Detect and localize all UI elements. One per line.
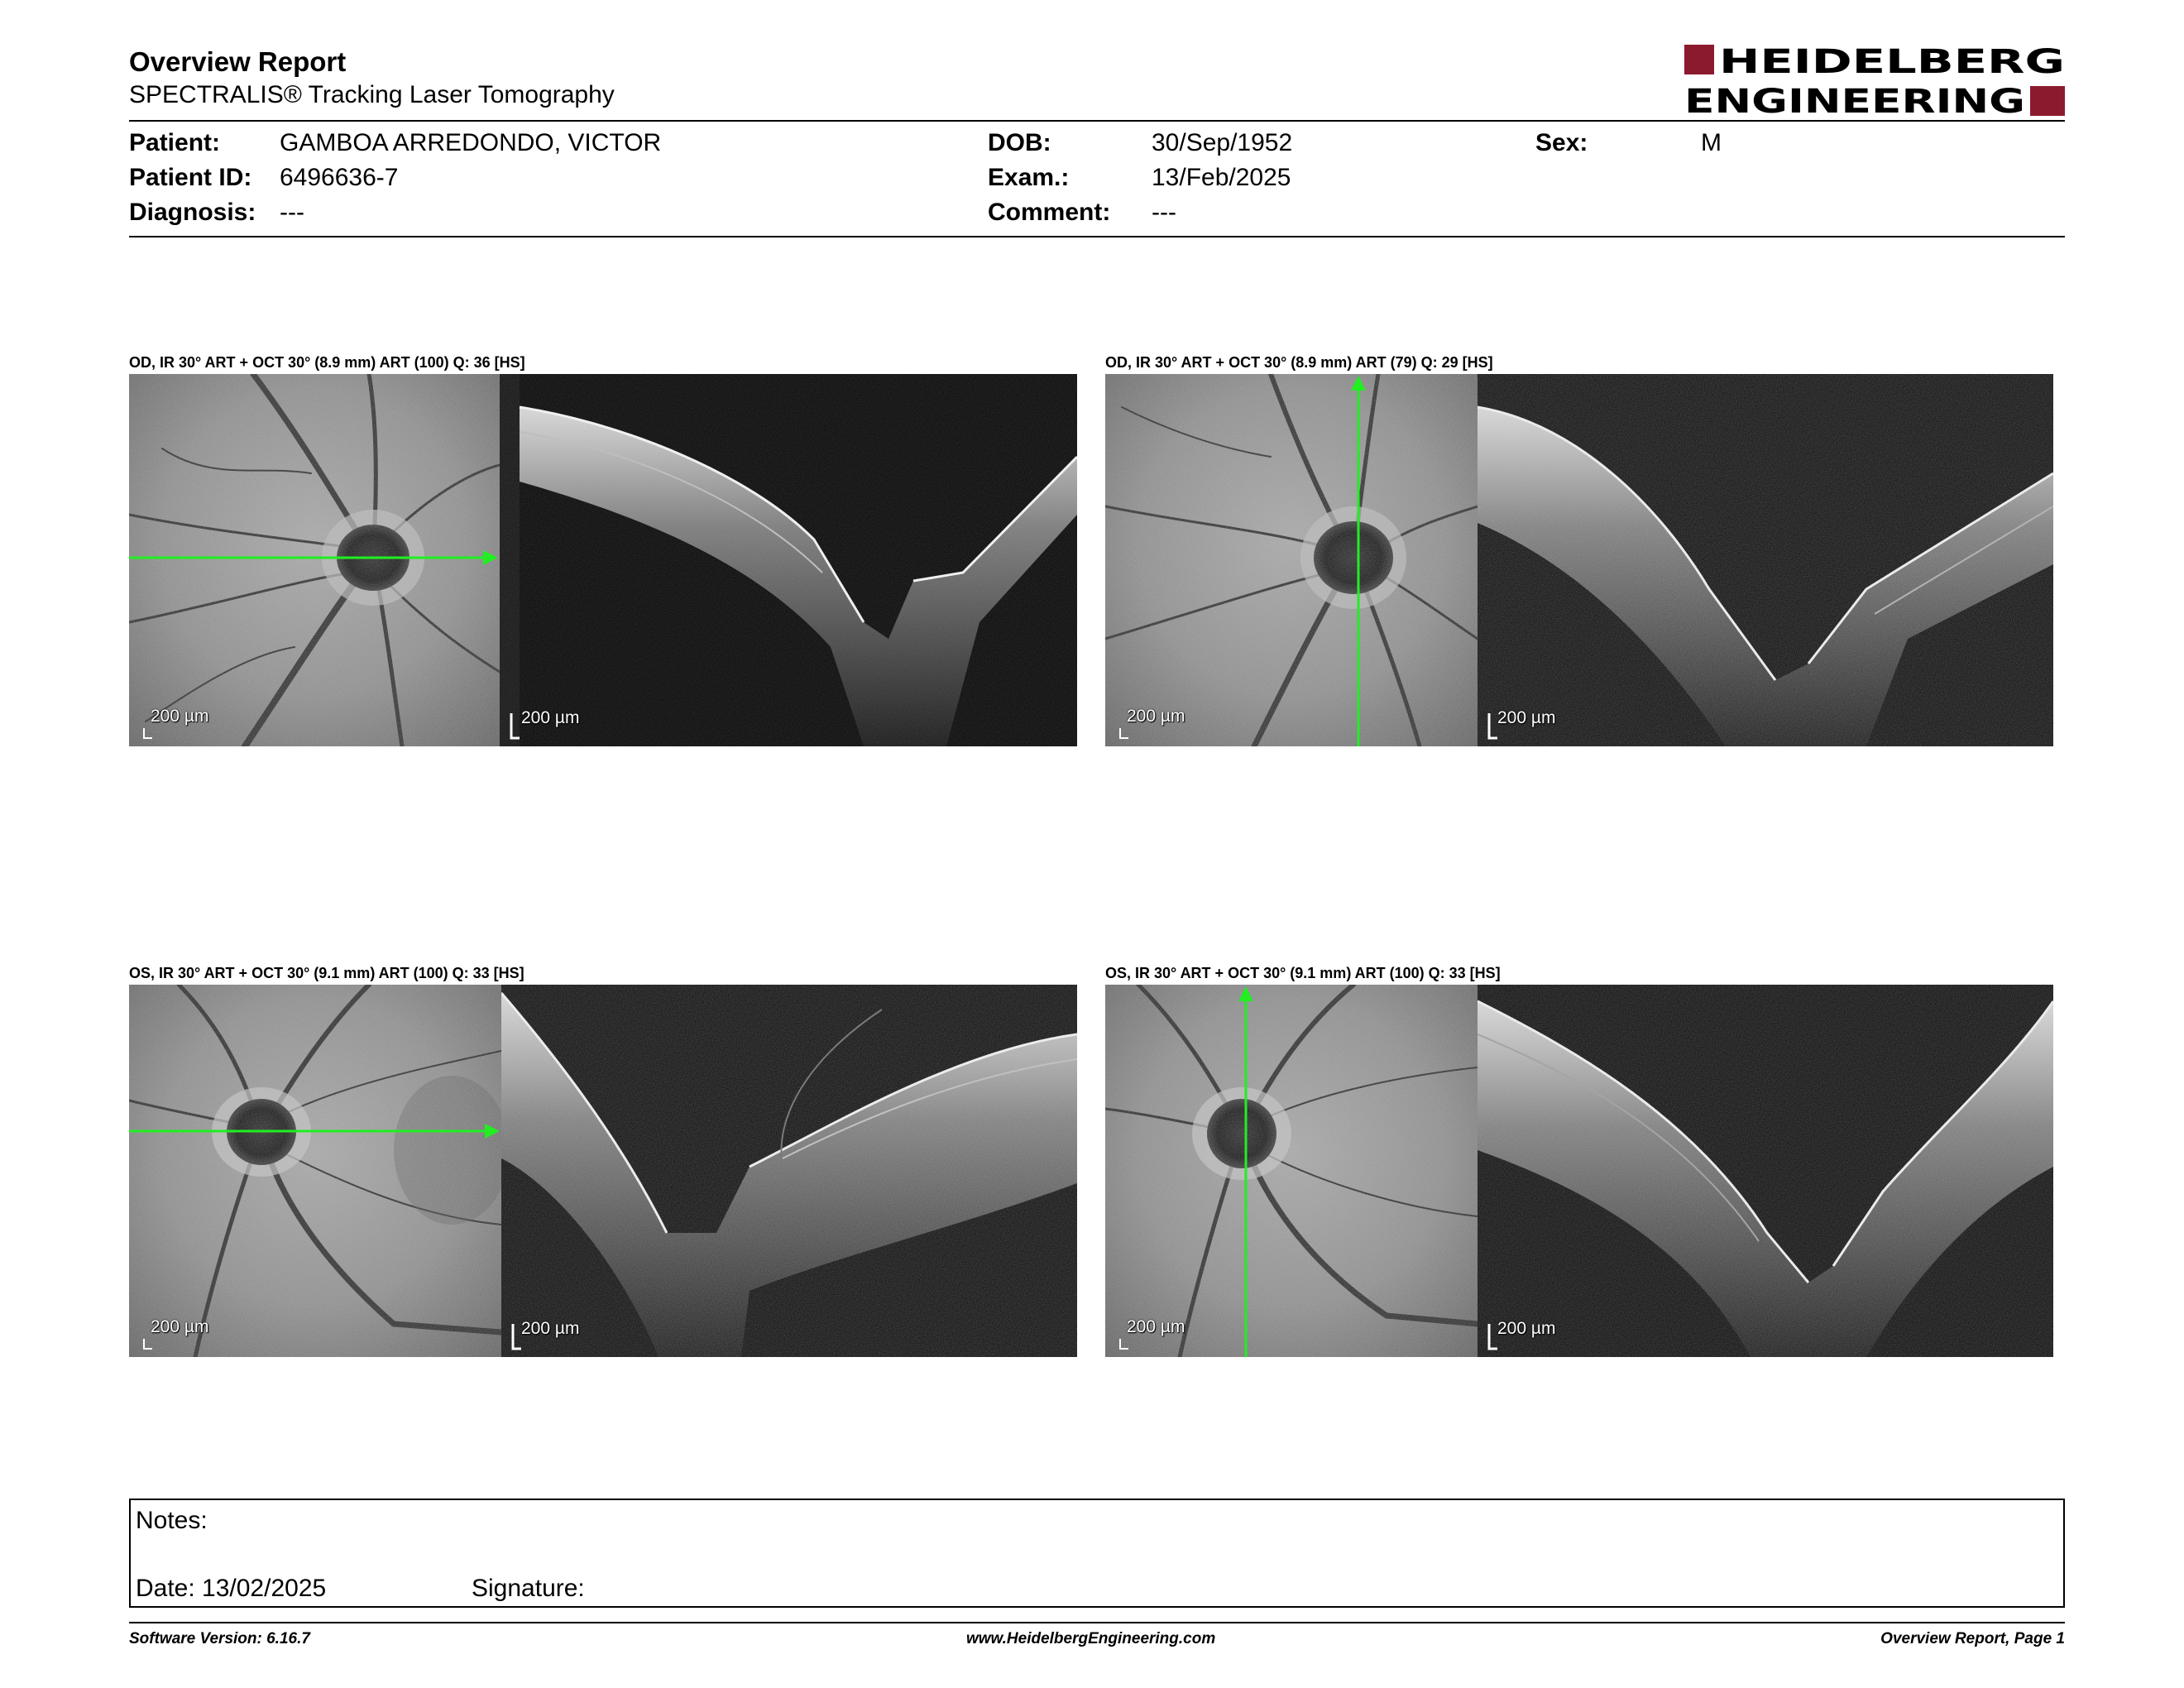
svg-text:ENGINEERING: ENGINEERING bbox=[1684, 83, 2025, 117]
fundus-image-os-2[interactable] bbox=[1105, 985, 1478, 1357]
report-subtitle: SPECTRALIS® Tracking Laser Tomography bbox=[129, 81, 615, 108]
fundus-scale-label: 200 µm bbox=[151, 1317, 209, 1336]
diagnosis-label: Diagnosis: bbox=[129, 199, 256, 226]
oct-scale-label: 200 µm bbox=[521, 1319, 580, 1338]
header-rule bbox=[129, 120, 2065, 122]
scan-title-od-2: OD, IR 30° ART + OCT 30° (8.9 mm) ART (79) Q: 29 [HS] bbox=[1105, 354, 1493, 371]
oct-scale-label: 200 µm bbox=[521, 708, 580, 727]
oct-bscan-os-2[interactable] bbox=[1478, 985, 2053, 1357]
patient-rule bbox=[129, 236, 2065, 237]
software-version: Software Version: 6.16.7 bbox=[129, 1630, 310, 1647]
signature-label: Signature: bbox=[472, 1575, 585, 1602]
scan-title-od-1: OD, IR 30° ART + OCT 30° (8.9 mm) ART (100) Q: 36 [HS] bbox=[129, 354, 525, 371]
fundus-image-od-2[interactable] bbox=[1105, 374, 1478, 746]
diagnosis-value: --- bbox=[280, 199, 304, 226]
sex-label: Sex: bbox=[1535, 129, 1588, 156]
fundus-scale-label: 200 µm bbox=[1127, 1317, 1185, 1336]
website-link[interactable]: www.HeidelbergEngineering.com bbox=[966, 1630, 1216, 1647]
footer-rule bbox=[129, 1622, 2065, 1623]
dob-label: DOB: bbox=[988, 129, 1051, 156]
fundus-image-os-1[interactable] bbox=[129, 985, 501, 1357]
oct-bscan-os-1[interactable] bbox=[501, 985, 1077, 1357]
fundus-scale-label: 200 µm bbox=[151, 707, 209, 726]
patient-label: Patient: bbox=[129, 129, 221, 156]
patient-id-label: Patient ID: bbox=[129, 164, 252, 191]
svg-text:HEIDELBERG: HEIDELBERG bbox=[1719, 43, 2065, 81]
fundus-image-od-1[interactable] bbox=[129, 374, 500, 746]
oct-bscan-od-1[interactable] bbox=[500, 374, 1077, 746]
oct-scale-label: 200 µm bbox=[1497, 708, 1556, 727]
heidelberg-logo bbox=[1684, 43, 2065, 117]
scan-title-os-1: OS, IR 30° ART + OCT 30° (9.1 mm) ART (100) Q: 33 [HS] bbox=[129, 965, 524, 981]
date-label: Date: 13/02/2025 bbox=[136, 1575, 327, 1602]
dob-value: 30/Sep/1952 bbox=[1152, 129, 1293, 156]
report-title: Overview Report bbox=[129, 46, 347, 77]
scan-title-os-2: OS, IR 30° ART + OCT 30° (9.1 mm) ART (100) Q: 33 [HS] bbox=[1105, 965, 1501, 981]
sex-value: M bbox=[1701, 129, 1722, 156]
oct-bscan-od-2[interactable] bbox=[1478, 374, 2053, 746]
exam-label: Exam.: bbox=[988, 164, 1070, 191]
exam-value: 13/Feb/2025 bbox=[1152, 164, 1291, 191]
patient-name: GAMBOA ARREDONDO, VICTOR bbox=[280, 129, 662, 156]
oct-scale-label: 200 µm bbox=[1497, 1319, 1556, 1338]
notes-box[interactable] bbox=[129, 1499, 2065, 1608]
notes-label: Notes: bbox=[136, 1507, 208, 1534]
comment-value: --- bbox=[1152, 199, 1176, 226]
fundus-scale-label: 200 µm bbox=[1127, 707, 1185, 726]
comment-label: Comment: bbox=[988, 199, 1111, 226]
patient-id-value: 6496636-7 bbox=[280, 164, 399, 191]
page-number: Overview Report, Page 1 bbox=[1880, 1630, 2065, 1647]
